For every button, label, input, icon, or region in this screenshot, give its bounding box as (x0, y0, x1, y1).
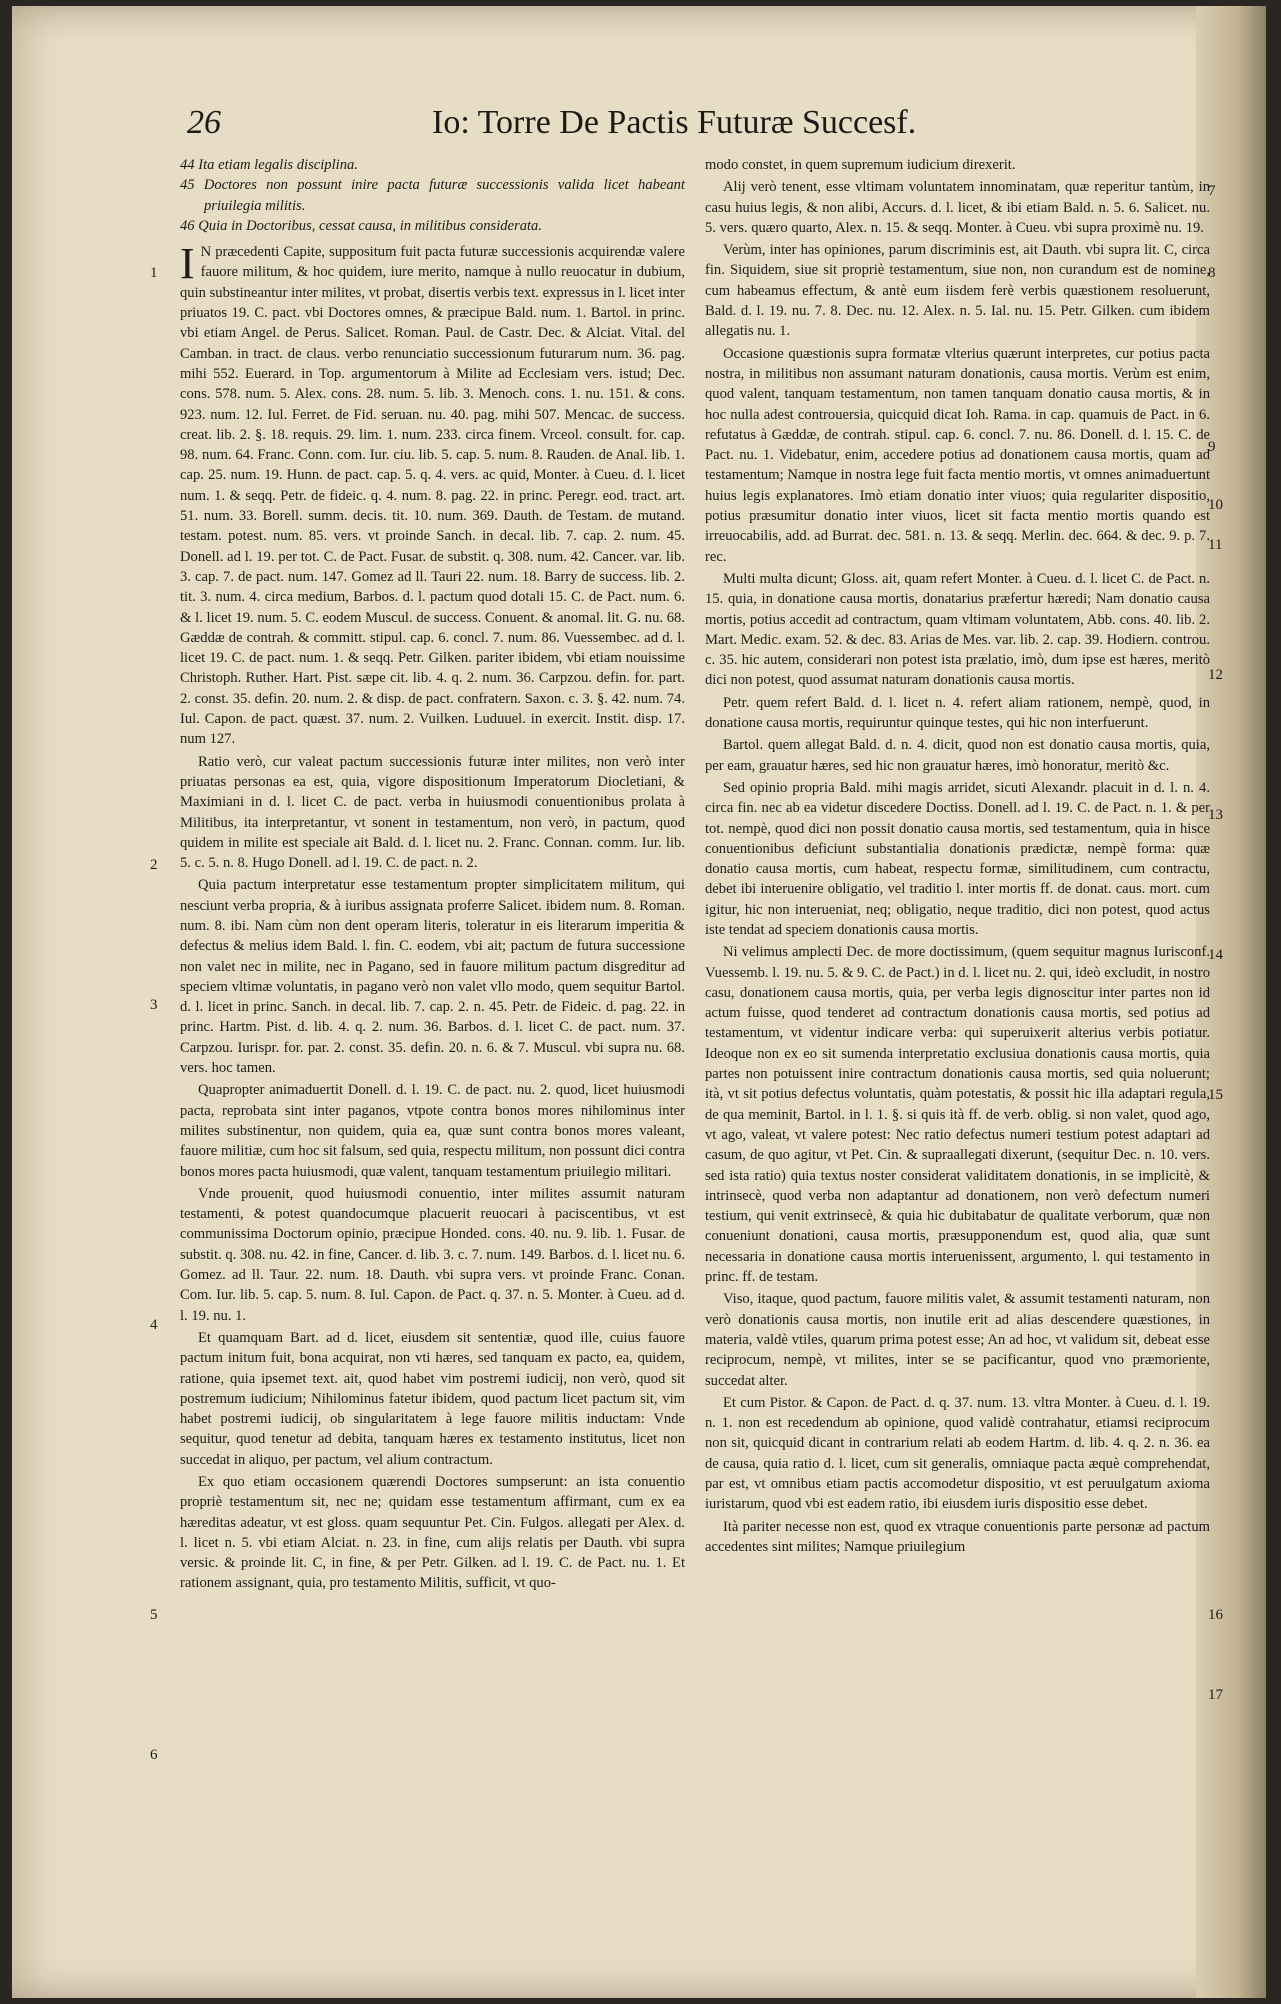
margin-number: 6 (150, 1747, 158, 1763)
paragraph: Et cum Pistor. & Capon. de Pact. d. q. 37. num. 13. vltra Monter. à Cueu. d. l. 19. n. 1. non est recedendum ab opinione, quod validè contrahatur, etiamsi reciprocum non sit, quicquid dicant in contrarium relati ab eodem Hartm. d. lib. 4. q. 2. n. 36. ea de causa, quia ratio d. l. licet, cum sit generalis, omniaque pacta æquè comprehendat, par est, vt omnibus etiam pactis accomodetur dispositio, vt est peruulgatum axioma iuristarum, quod vbi est eadem ratio, ibi eiusdem iuris dispositio esse debet. (705, 1394, 1210, 1513)
margin-number: 14 (1208, 947, 1223, 963)
left-text-column (180, 155, 685, 1596)
paragraph: Sed opinio propria Bald. mihi magis arridet, sicuti Alexandr. placuit in d. l. n. 4. circa fin. nec ab ea videtur discedere Doctiss. Donell. ad l. 19. C. de Pact. n. 1. & per tot. nempè, quod dici non possit donatio causa mortis, sed testamentum, quia in hisce conuentionibus deficiunt substantialia donationis prædictæ, nempè forma: quæ donatio causa mortis, cum habeat, respectu formæ, similitudinem, cum contractu, debet ibi interuenire obligatio, vel traditio l. inter mortis ff. de donat. caus. mort. cum igitur, hic non interueniat, neq; obligatio, neque traditio, dici non potest, quod actus iste tendat ad speciem donationis causa mortis. (705, 779, 1210, 938)
chapter-summary (180, 155, 685, 236)
paragraph: Ex quo etiam occasionem quærendi Doctores sumpserunt: an ista conuentio propriè testamentum sit, nec ne; quidam esse testamentum affirmant, cum ex ea hæreditas adeatur, vt est gloss. quam sequuntur Pet. Cin. Fulgos. allegati per Alex. d. l. licet n. 5. vbi etiam Alciat. n. 23. in fine, cum alijs relatis per Dauth. vbi supra versic. & proinde lit. C, in fine, & per Petr. Gilken. ad l. 19. C. de Pact. nu. 1. Et rationem assignant, quia, pro testamento Militis, sufficit, vt quo- (180, 1474, 685, 1592)
page-header (187, 104, 967, 154)
margin-number: 13 (1208, 807, 1223, 823)
paragraph: Vnde prouenit, quod huiusmodi conuentio, inter milites assumit naturam testamenti, & potest quandocumque placuerit reuocari à paciscentibus, vt est communissima Doctorum opinio, præcipue Honded. cons. 40. nu. 9. lib. 1. Fusar. de substit. q. 308. nu. 42. in fine, Cancer. d. lib. 3. c. 7. num. 149. Barbos. d. l. licet nu. 6. Gomez. ad ll. Taur. 22. num. 18. Dauth. vbi supra vers. vt proinde Franc. Conan. Com. Iur. lib. 5. cap. 5. num. 8. Iul. Capon. de Pact. q. 37. n. 5. Monter. à Cueu. ad d. l. 19. nu. 1. (180, 1185, 685, 1324)
running-title: Io: Torre De Pactis Futuræ Succesf. (432, 104, 917, 141)
margin-number: 7 (1208, 183, 1216, 199)
margin-number: 4 (150, 1317, 158, 1333)
margin-number: 1 (150, 265, 158, 281)
right-text-column (705, 155, 1210, 1559)
paragraph: Ratio verò, cur valeat pactum successionis futuræ inter milites, non verò inter priuatas personas ea est, quia, vigore dispositionum Imperatorum Diocletiani, & Maximiani in d. l. licet C. de pact. verba in huiusmodi conuentionibus prolata à Militibus, ita interpretantur, vt sonent in testamentum, non verò, in pactum, quod quidem in milite est speciale ait Bald. d. l. licet nu. 2. Franc. Connan. comm. Iur. lib. 5. c. 5. n. 8. Hugo Donell. ad l. 19. C. de pact. n. 2. (180, 753, 685, 872)
margin-number: 16 (1208, 1607, 1223, 1623)
paragraph: Occasione quæstionis supra formatæ vlterius quærunt interpretes, cur potius pacta nostra, in militibus non assumant naturam donationis, causa mortis. Verùm est enim, quod valent, tanquam testamentum, non tamen tanquam donatio causa mortis, & in hoc nulla adest controuersia, quicquid dicat Ioh. Rama. in cap. quamuis de Pact. in 6. refutatus à Gæddæ, de contrah. stipul. cap. 6. concl. 7. nu. 86. Donell. d. l. 15. C. de Pact. nu. 1. Videbatur, enim, accedere potius ad donationem causa mortis, quam ad testamentum; Namque in nostra lege fuit facta mentio mortis, vt omnes animaduertunt huius legis explanatores. Imò etiam donatio inter viuos; quia regulariter dispositio, potius præsumitur donatio inter viuos, licet sit facta mentio mortis quando est irreuocabilis, add. ad Burrat. dec. 581. n. 13. & seqq. Merlin. dec. 664. & dec. 9. p. 7. rec. (705, 345, 1210, 565)
margin-number: 11 (1208, 537, 1223, 553)
paragraph: Ità pariter necesse non est, quod ex vtraque conuentionis parte personæ ad pactum accedentes sint milites; Namque priuilegium (705, 1518, 1210, 1555)
margin-number: 5 (150, 1607, 158, 1623)
margin-number: 8 (1208, 265, 1216, 281)
paragraph: Alij verò tenent, esse vltimam voluntatem innominatam, quæ reperitur tantùm, in casu huius legis, & non alibi, Accurs. d. l. licet, & ibi etiam Bald. n. 5. 6. Salicet. nu. 5. vers. quæro quarto, Alex. n. 15. & seqq. Monter. à Cueu. vbi supra proximè nu. 19. (705, 179, 1210, 236)
margin-number: 10 (1208, 497, 1223, 513)
paragraph: modo constet, in quem supremum iudicium direxerit. (705, 157, 1016, 173)
paragraph: Quapropter animaduertit Donell. d. l. 19. C. de pact. nu. 2. quod, licet huiusmodi pacta, reprobata sint inter paganos, vtpote contra bonos mores nihilominus inter milites substinentur, non quidem, quia ea, quæ sunt contra bonos mores valeant, fauore militiæ, cum hoc sit falsum, sed quia, respectu militum, non possunt dici contra bonos mores pacta huiusmodi, quæ valent, tanquam testamentum priuilegio militari. (180, 1082, 685, 1180)
margin-number: 12 (1208, 667, 1223, 683)
paragraph: Ni velimus amplecti Dec. de more doctissimum, (quem sequitur magnus Iurisconf. Vuessemb. l. 19. nu. 5. & 9. C. de Pact.) in d. l. licet nu. 2. qui, ideò excludit, in nostro casu, donationem causa mortis, quia, per verba legis dignoscitur inter partes non id actum fuisse, quod tenderet ad contractum donationis causa mortis, sed potius ad testamentum, vt videntur indicare verba: qui superuixerit alterius verbis potiatur. Ideoque non ex eo sit sumenda interpretatio exclusiua donationis causa mortis, quia partes non potuissent inire contractum donationis causa mortis, sed quia noluerunt; ità, vt sit potius defectus voluntatis, quàm potestatis, & possit hic illa adaptari regula, de qua meminit, Bartol. in l. 1. §. si quis ità ff. de verb. oblig. si non valet, quod ago, vt ago, valeat, vt valere potest: Nec ratio defectus numeri testium potest adaptari ad casum, de quo agitur, vt Pet. Cin. & supraallegati dixerunt, (sequitur Dec. n. 10. vers. sed ista ratio) quia textus noster considerat validitatem donationis, in se implicitè, & intrinsecè, quod verba non adaptantur ad donationem, non verò defectum numeri testium, qui venit extrinsecè, & quia hic dubitabatur de qualitate verborum, quæ non conueniunt donationi, causa mortis, præsupponendum est, quod alia, quæ sunt necessaria in donatione causa mortis interuenissent, argumento, l. qui testamento in princ. ff. de testam. (705, 944, 1210, 1286)
paragraph: Multi multa dicunt; Gloss. ait, quam refert Monter. à Cueu. d. l. licet C. de Pact. n. 15. quia, in donatione causa mortis, donatarius præfertur hæredi; Nam donatio causa mortis, potius accedit ad contractum, quam vltimam voluntatem, Abb. cons. 40. lib. 2. Mart. Medic. exam. 52. & dec. 83. Arias de Mes. var. lib. 2. cap. 39. Hodiern. controu. c. 35. hic autem, considerari non potest ista prælatio, imò, dum ipse est hæres, meritò dici non potest, quod assumat naturam donationis causa mortis. (705, 570, 1210, 689)
paragraph: Petr. quem refert Bald. d. l. licet n. 4. refert aliam rationem, nempè, quod, in donatione causa mortis, requiruntur quinque testes, qui hic non interfuerunt. (705, 694, 1210, 732)
paragraph: Quia pactum interpretatur esse testamentum propter simplicitatem militum, qui nesciunt verba propria, & à iuribus assignata proferre Salicet. ibidem num. 8. Roman. num. 8. ibi. Nam cùm non dent operam literis, toleratur in eis literarum imperitia & defectus & melius idem Bald. l. fin. C. eodem, vbi ait; pactum de futura successione non valet nec in milite, nec in Pagano, sed in fauore militum pactum disgreditur ad speciem vltimæ voluntatis, in pagano verò non valet vllo modo, quem sequitur Bartol. d. l. licet in princ. Sanch. in decal. lib. 7. cap. 2. n. 45. Petr. de Fideic. d. pag. 22. in princ. Hartm. Pist. d. lib. 4. q. 2. num. 36. Barbos. d. l. licet C. de pact. num. 37. Carpzou. Iurispr. for. par. 2. const. 35. defin. 20. n. 6. & 7. Muscul. vbi supra nu. 68. vers. hoc tamen. (180, 877, 685, 1077)
margin-number: 17 (1208, 1687, 1223, 1703)
summary-line: 44 Ita etiam legalis disciplina. (180, 157, 358, 173)
paragraph: Viso, itaque, quod pactum, fauore militis valet, & assumit testamenti naturam, non verò donationis causa mortis, non inutile erit ad alias descendere quæstiones, in materia, valdè vtiles, quarum prima potest esse; An ad hoc, vt validum sit, debeat esse reciprocum, nempè, vt milites, inter se se pacificantur, quod vno præmoriente, succedat alter. (705, 1291, 1210, 1389)
paragraph: Verùm, inter has opiniones, parum discriminis est, ait Dauth. vbi supra lit. C, circa fin. Siquidem, siue sit propriè testamentum, siue non, non curandum est de nomine, cum habeamus effectum, & antè eum iisdem ferè verbis quæstionem resoluerunt, Bald. d. l. 19. nu. 7. 8. Dec. nu. 12. Alex. n. 5. Ial. nu. 15. Petr. Gilken. cum ibidem allegatis nu. 1. (705, 242, 1210, 340)
summary-line: 45 Doctores non possunt inire pacta futuræ successionis valida licet habeant priuilegia militis. (180, 177, 685, 214)
margin-number: 2 (150, 857, 158, 873)
paragraph (180, 239, 685, 749)
margin-number: 3 (150, 997, 158, 1013)
margin-number: 9 (1208, 439, 1216, 455)
paragraph-text: N præcedenti Capite, suppositum fuit pacta futuræ successionis acquirendæ valere fauore militum, & hoc quidem, iure merito, namque à nullo reuocatur in dubium, quin substineantur inter milites, vt probat, disertis verbis text. expressus in l. licet inter priuatos 19. C. pact. vbi Doctores omnes, & præcipue Bald. num. 1. Bartol. in princ. vbi etiam Angel. de Perus. Salicet. Roman. Paul. de Castr. Dec. & Alciat. Vital. del Camban. in tract. de claus. verbo renunciatio successionum futurarum num. 36. pag. mihi 552. Euerard. in Top. argumentorum à Milite ad Ecclesiam vers. istud; Dec. cons. 578. num. 5. Alex. cons. 28. num. 5. lib. 3. Menoch. cons. 1. nu. 151. & cons. 923. num. 12. Iul. Ferret. de Fid. seruan. nu. 40. pag. mihi 507. Mencac. de success. creat. lib. 2. §. 18. requis. 29. lim. 1. num. 233. circa finem. Vrceol. consult. for. cap. 98. num. 64. Franc. Conn. com. Iur. ciu. lib. 5. cap. 5. num. 8. Rauden. de Anal. lib. 1. cap. 25. num. 19. Hunn. de pact. cap. 5. q. 4. vers. ac quid, Monter. à Cueu. d. l. licet num. 1. & seqq. Petr. de fideic. q. 4. num. 8. pag. 22. in princ. Peregr. eod. tract. art. 51. num. 33. Borell. summ. decis. tit. 10. num. 369. Dauth. de Testam. de mutand. testam. potest. num. 85. vers. vt proinde Sanch. in decal. lib. 7. cap. 2. num. 45. Donell. ad l. 19. per tot. C. de Pact. Fusar. de substit. q. 308. num. 42. Cancer. var. lib. 3. cap. 7. de pact. num. 147. Gomez ad ll. Tauri 22. num. 18. Barry de success. lib. 2. tit. 3. num. 4. circa medium, Barbos. d. l. pactum quod dotali 15. C. de Pact. num. 6. & l. licet 19. num. 5. C. eodem Muscul. de success. Conuent. & anomal. lit. G. nu. 68. Gæddæ de contrah. & committ. stipul. cap. 6. concl. 7. num. 86. Vuessembec. ad d. l. licet 19. C. de pact. num. 1. & seqq. Petr. Gilken. pariter ibidem, vbi etiam nouissime Christoph. Ruther. Hart. Pist. sæpe cit. lib. 4. q. 2. num. 36. Carpzou. defin. for. part. 2. const. 35. defin. 20. num. 2. & disp. de pact. confratern. Saxon. c. 3. §. 42. num. 74. Iul. Capon. de pact. quæst. 37. num. 2. Vuilken. Luduuel. in exercit. Instit. disp. 17. num 127. (180, 244, 685, 748)
summary-line: 46 Quia in Doctoribus, cessat causa, in militibus considerata. (180, 217, 542, 234)
paragraph: Et quamquam Bart. ad d. licet, eiusdem sit sententiæ, quod ille, cuius fauore pactum initum fuit, bona acquirat, non vti hæres, sed tanquam ex pacto, ea, quidem, ratione, quia ipsemet text. ait, quod habet vim postremi iudicij, non verò, quod sit postremum iudicium; Nihilominus fatetur ibidem, quod pactum licet pactum sit, vim habet postremi iudicij, ob singularitatem à lege fauore militis inductam: Vnde sequitur, quod tenetur ad debita, tanquam hæres ex testamento institutus, licet non succedat in aliquo, per pactum, vel alium contractum. (180, 1329, 685, 1468)
page-number: 26 (187, 104, 221, 141)
margin-number: 15 (1208, 1087, 1223, 1103)
drop-cap: I (180, 239, 195, 289)
paragraph: Bartol. quem allegat Bald. d. n. 4. dicit, quod non est donatio causa mortis, quia, per eam, grauatur hæres, sed hic non grauatur hæres, imò honoratur, meritò &c. (705, 737, 1210, 774)
